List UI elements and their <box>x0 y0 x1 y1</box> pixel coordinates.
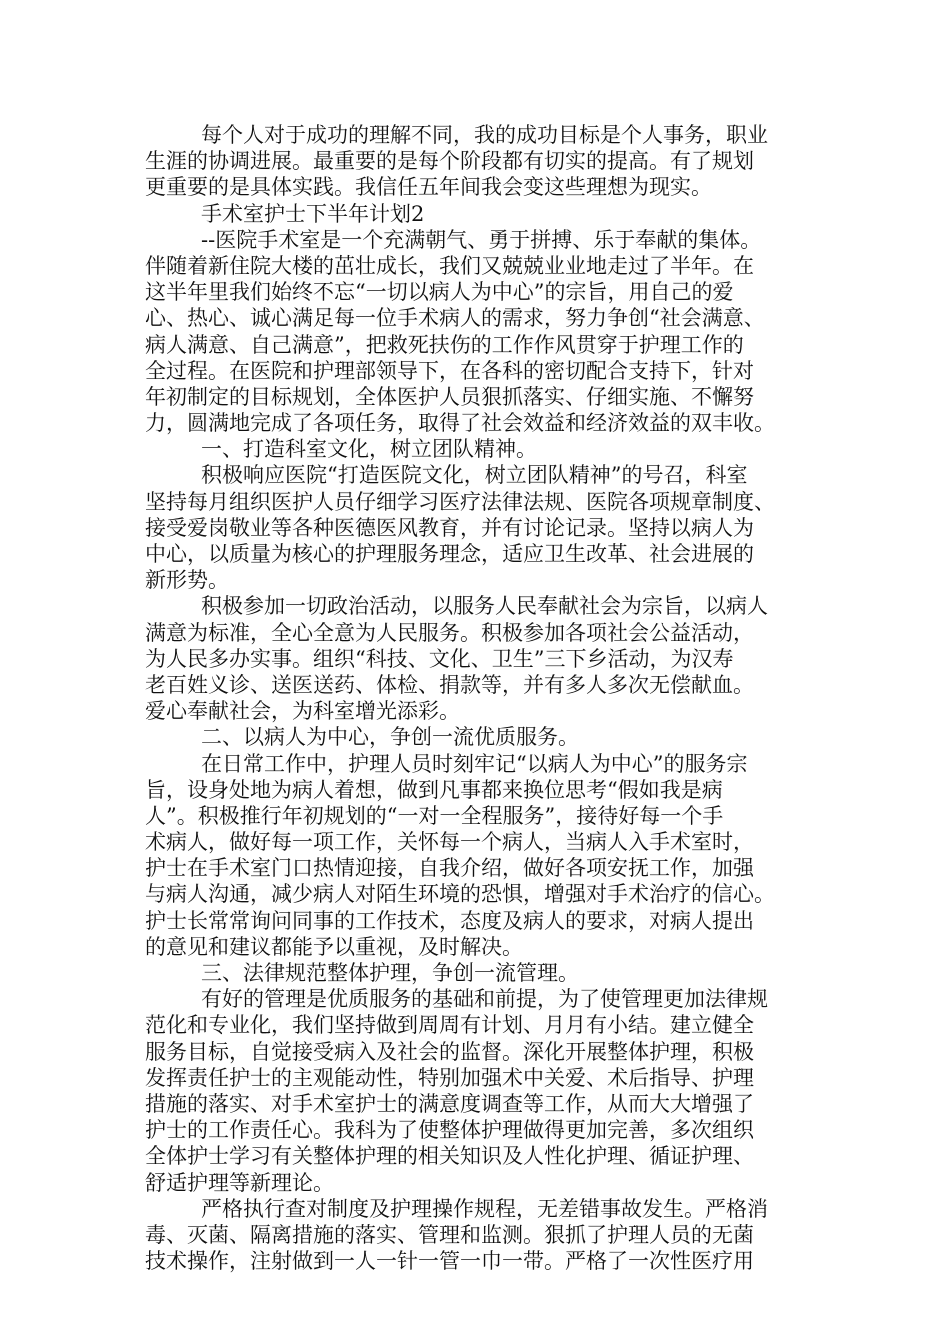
text-line: 严格执行查对制度及护理操作规程，无差错事故发生。严格消 <box>201 1196 768 1221</box>
text-line: 满意为标准，全心全意为人民服务。积极参加各项社会公益活动， <box>145 620 754 645</box>
text-line: 与病人沟通，减少病人对陌生环境的恐惧，增强对手术治疗的信心。 <box>145 882 775 907</box>
text-line: 技术操作，注射做到一人一针一管一巾一带。严格了一次性医疗用 <box>145 1249 754 1274</box>
text-line: 发挥责任护士的主观能动性，特别加强术中关爱、术后指导、护理 <box>145 1065 754 1090</box>
text-line: 二、以病人为中心，争创一流优质服务。 <box>201 725 579 750</box>
text-line: 中心，以质量为核心的护理服务理念，适应卫生改革、社会进展的 <box>145 542 754 566</box>
text-line: 新形势。 <box>145 568 229 593</box>
text-line: 这半年里我们始终不忘“一切以病人为中心”的宗旨，用自己的爱 <box>145 280 734 305</box>
text-line: 手术室护士下半年计划2 <box>201 201 425 226</box>
text-line: 心、热心、诚心满足每一位手术病人的需求，努力争创“社会满意、 <box>145 306 765 331</box>
text-line: 积极响应医院“打造医院文化，树立团队精神”的号召，科室 <box>201 463 748 488</box>
text-line: 术病人，做好每一项工作，关怀每一个病人，当病人入手术室时， <box>145 830 754 855</box>
text-line: 全过程。在医院和护理部领导下，在各科的密切配合支持下，针对 <box>145 358 754 383</box>
text-line: 病人满意、自己满意”，把救死扶伤的工作作风贯穿于护理工作的 <box>145 332 744 357</box>
text-line: 服务目标，自觉接受病入及社会的监督。深化开展整体护理，积极 <box>145 1039 754 1064</box>
text-line: 范化和专业化，我们坚持做到周周有计划、月月有小结。建立健全 <box>145 1013 754 1038</box>
text-line: 生涯的协调进展。最重要的是每个阶段都有切实的提高。有了规划 <box>145 149 754 174</box>
text-line: 三、法律规范整体护理，争创一流管理。 <box>201 961 579 985</box>
text-line: 在日常工作中，护理人员时刻牢记“以病人为中心”的服务宗 <box>201 751 748 776</box>
text-line: 措施的落实、对手术室护士的满意度调查等工作，从而大大增强了 <box>145 1091 754 1116</box>
text-line: 更重要的是具体实践。我信任五年间我会变这些理想为现实。 <box>145 175 712 200</box>
document-body <box>145 122 821 1274</box>
text-line: 每个人对于成功的理解不同，我的成功目标是个人事务，职业 <box>201 123 768 147</box>
text-line: 力，圆满地完成了各项任务，取得了社会效益和经济效益的双丰收。 <box>145 411 775 436</box>
document-page <box>145 122 821 1274</box>
text-line: --医院手术室是一个充满朝气、勇于拼搏、乐于奉献的集体。 <box>201 227 762 252</box>
text-line: 全体护士学习有关整体护理的相关知识及人性化护理、循证护理、 <box>145 1144 754 1169</box>
text-line: 的意见和建议都能予以重视，及时解决。 <box>145 934 523 959</box>
text-line: 护士的工作责任心。我科为了使整体护理做得更加完善，多次组织 <box>145 1118 754 1143</box>
text-line: 人”。积极推行年初规划的“一对一全程服务”，接待好每一个手 <box>145 803 724 828</box>
text-line: 护士长常常询问同事的工作技术，态度及病人的要求，对病人提出 <box>145 908 754 933</box>
text-line: 旨，设身处地为病人着想，做到凡事都来换位思考“假如我是病 <box>145 777 723 802</box>
text-line: 毒、灭菌、隔离措施的落实、管理和监测。狠抓了护理人员的无菌 <box>145 1222 754 1247</box>
text-line: 护士在手术室门口热情迎接，自我介绍，做好各项安抚工作，加强 <box>145 856 754 881</box>
text-line: 舒适护理等新理论。 <box>145 1170 334 1195</box>
text-line: 伴随着新住院大楼的茁壮成长，我们又兢兢业业地走过了半年。在 <box>145 253 754 278</box>
text-line: 积极参加一切政治活动，以服务人民奉献社会为宗旨，以病人 <box>201 594 768 619</box>
text-line: 接受爱岗敬业等各种医德医风教育，并有讨论记录。坚持以病人为 <box>145 515 754 540</box>
text-line: 有好的管理是优质服务的基础和前提，为了使管理更加法律规 <box>201 987 768 1012</box>
text-line: 老百姓义诊、送医送药、体检、捐款等，并有多人多次无偿献血。 <box>145 672 754 697</box>
text-line: 年初制定的目标规划，全体医护人员狠抓落实、仔细实施、不懈努 <box>145 384 754 409</box>
text-line: 一、打造科室文化，树立团队精神。 <box>201 437 537 462</box>
text-line: 爱心奉献社会，为科室增光添彩。 <box>145 699 460 724</box>
text-line: 坚持每月组织医护人员仔细学习医疗法律法规、医院各项规章制度、 <box>145 489 775 514</box>
text-line: 为人民多办实事。组织“科技、文化、卫生”三下乡活动，为汉寿 <box>145 646 734 671</box>
